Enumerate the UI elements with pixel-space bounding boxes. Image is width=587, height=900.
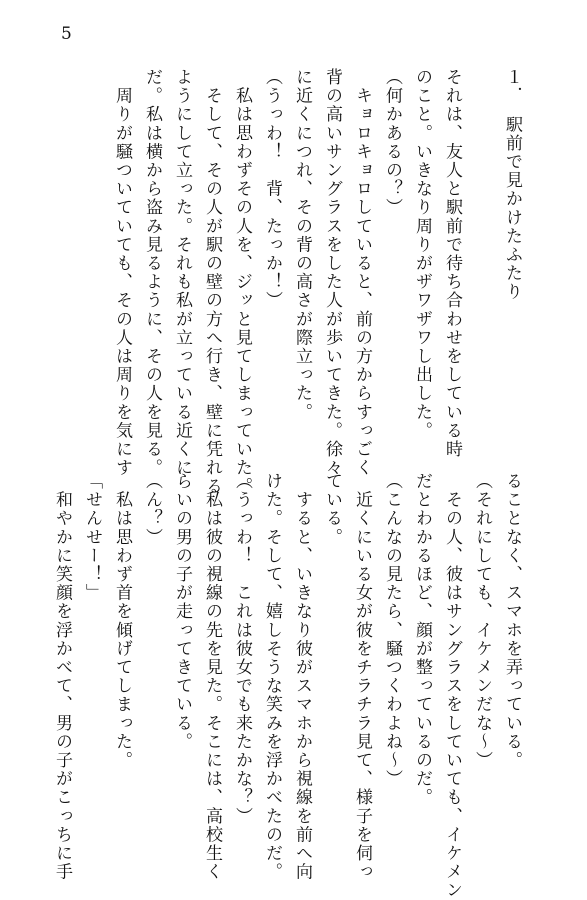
text-line: 和やかに笑顔を浮かべて、男の子がこっちに手 — [52, 472, 72, 882]
text-line: 近くにいる女が彼をチラチラ見て、様子を伺っ — [352, 472, 372, 882]
text-line: だとわかるほど、顔が整っているのだ。 — [412, 472, 432, 807]
text-block-upper — [27, 68, 527, 496]
text-line: 周りが騒ついていても、その人は周りを気にす — [112, 68, 132, 478]
text-line: その人、彼はサングラスをしていても、イケメン — [442, 472, 462, 900]
text-line: に近くにつれ、その背の高さが際立った。 — [292, 68, 312, 422]
text-line: ることなく、スマホを弄っている。 — [502, 472, 522, 770]
text-line: けた。そして、嬉しそうな笑みを浮かべたのだ。 — [262, 472, 282, 882]
text-line: ようにして立った。それも私が立っている近くに — [172, 68, 192, 478]
text-line: 私は思わず首を傾げてしまった。 — [112, 472, 132, 770]
text-line: （うっわ！ 背、たっか！） — [262, 68, 282, 310]
text-line: ている。 — [322, 472, 342, 547]
text-line: 背の高いサングラスをした人が歩いてきた。徐々 — [322, 68, 342, 478]
text-line: （それにしても、イケメンだな～） — [472, 472, 492, 770]
text-line: らいの男の子が走ってきている。 — [172, 472, 192, 751]
text-line: （うっわ！ これは彼女でも来たかな？） — [232, 472, 252, 826]
text-line: （何かあるの？） — [382, 68, 402, 217]
text-line: （こんなの見たら、騒つくわよね～） — [382, 472, 402, 789]
text-line: （ん？） — [142, 472, 162, 547]
text-line: 私は思わずその人を、ジッと見てしまっていた。 — [232, 68, 252, 496]
text-line: だ。私は横から盗み見るように、その人を見る。 — [142, 68, 162, 478]
text-line: キョロキョロしていると、前の方からすっごく — [352, 68, 372, 478]
text-line: 「せんせー！」 — [82, 472, 102, 603]
chapter-heading: １． 駅前で見かけたふたり — [502, 68, 522, 302]
text-line: すると、いきなり彼がスマホから視線を前へ向 — [292, 472, 312, 882]
text-line: のこと。いきなり周りがザワザワし出した。 — [412, 68, 432, 440]
text-line: それは、友人と駅前で待ち合わせをしている時 — [442, 68, 462, 459]
page-number: 5 — [61, 24, 72, 44]
text-block-lower — [27, 472, 527, 900]
text-line: そして、その人が駅の壁の方へ行き、壁に凭れる — [202, 68, 222, 496]
text-line: 私は彼の視線の先を見た。そこには、高校生く — [202, 472, 222, 882]
